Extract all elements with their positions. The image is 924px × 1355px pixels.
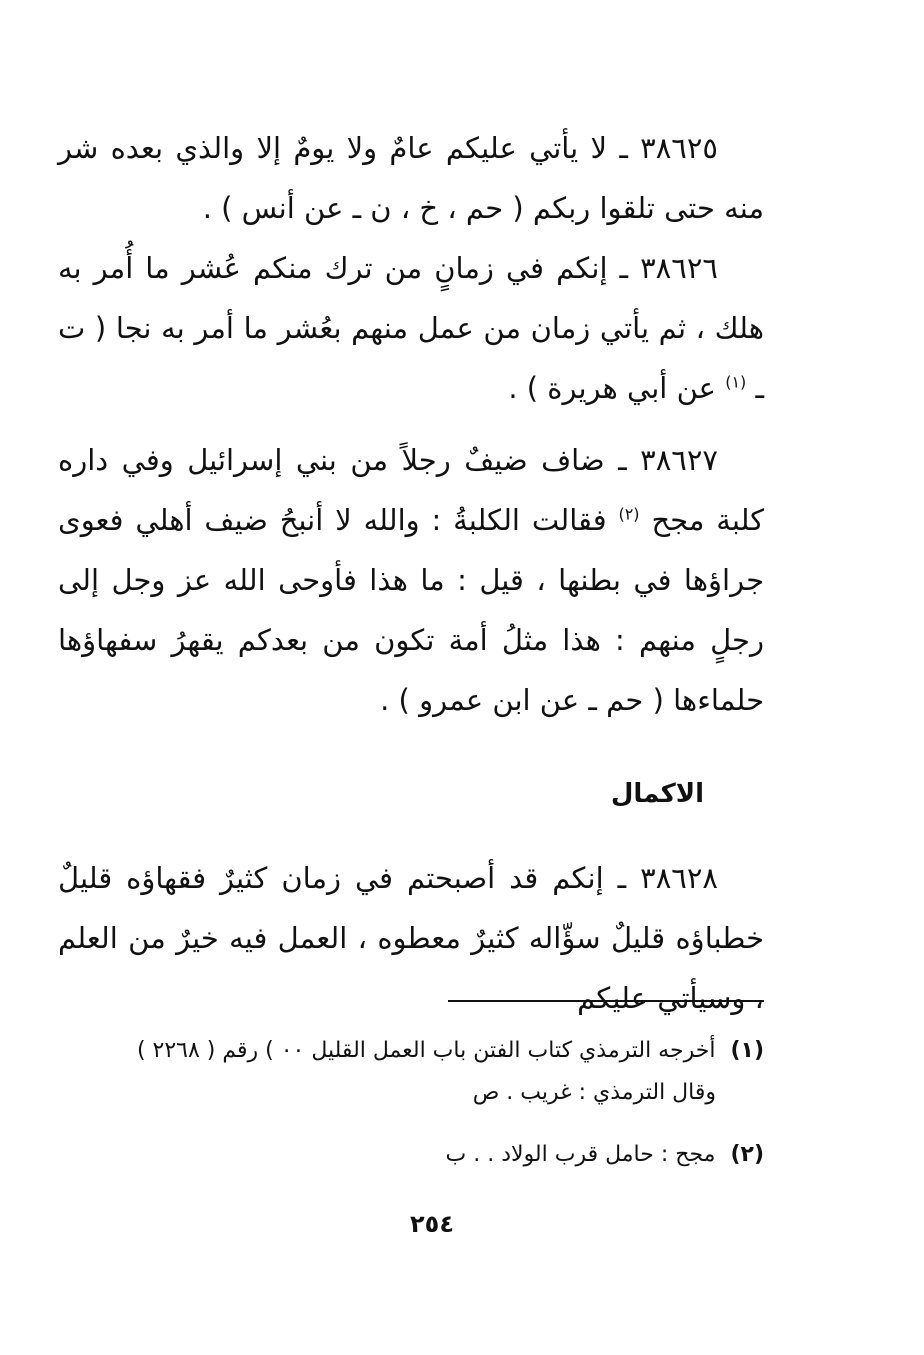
footnote-number: (٢) (730, 1142, 764, 1167)
footnote-1-continued: وقال الترمذي : غريب . ص (472, 1080, 716, 1105)
footnote-ref: (٢) (618, 504, 640, 524)
hadith-text: إنكم قد أصبحتم في زمان كثيرٌ فقهاؤه قليلٌ خطباؤه قليلٌ سؤّاله كثيرٌ معطوه ، العمل فيه خيرٌ من العلم ، وسيأتي عليكم (58, 861, 764, 1015)
section-title: الاكمال (610, 779, 704, 809)
hadith-text: إنكم في زمانٍ من ترك منكم عُشر ما أُمر به هلك ، ثم يأتي زمان من عمل منهم بعُشر ما أمر به نجا ( ت ـ (58, 251, 764, 405)
footnotes (58, 1030, 764, 1176)
footnote-number: (١) (730, 1038, 764, 1063)
dash: ـ (604, 443, 627, 477)
main-text (58, 118, 764, 1028)
dash: ـ (603, 861, 627, 895)
footnote-1 (58, 1030, 764, 1072)
hadith-number: ٣٨٦٢٥ (640, 131, 719, 165)
footnote-text: أخرجه الترمذي كتاب الفتن باب العمل القليل ٠٠ ) رقم ( ٢٢٦٨ ) (136, 1038, 716, 1063)
footnote-2 (58, 1134, 764, 1176)
hadith-38626 (58, 238, 764, 418)
footnote-ref: (١) (725, 372, 747, 392)
hadith-38627 (58, 430, 764, 730)
hadith-number: ٣٨٦٢٦ (640, 251, 718, 285)
dash: ـ (607, 251, 629, 285)
footnote-text: مجح : حامل قرب الولاد . . ب (445, 1142, 716, 1167)
page-number: ٢٥٤ (410, 1210, 454, 1238)
hadith-text: لا يأتي عليكم عامٌ ولا يومٌ إلا والذي بعده شر منه حتى تلقوا ربكم ( حم ، خ ، ن ـ عن أنس ) . (58, 131, 764, 225)
hadith-text: ضاف ضيفٌ رجلاً من بني إسرائيل وفي داره كلبة مجح (58, 443, 764, 537)
footnote-divider (448, 1000, 764, 1002)
hadith-text-continued: عن أبي هريرة ) . (508, 371, 716, 405)
hadith-number: ٣٨٦٢٨ (640, 861, 719, 895)
hadith-text-continued: فقالت الكلبةُ : والله لا أنبحُ ضيف أهلي فعوى جراؤها في بطنها ، قيل : ما هذا فأوحى الله عز وجل إلى رجلٍ منهم : هذا مثلُ أمة تكون من بعدكم يقهرُ سفهاؤها حلماءها ( حم ـ عن ابن عمرو ) . (58, 503, 764, 717)
hadith-number: ٣٨٦٢٧ (640, 443, 719, 477)
hadith-38625 (58, 118, 764, 238)
dash: ـ (607, 131, 628, 165)
